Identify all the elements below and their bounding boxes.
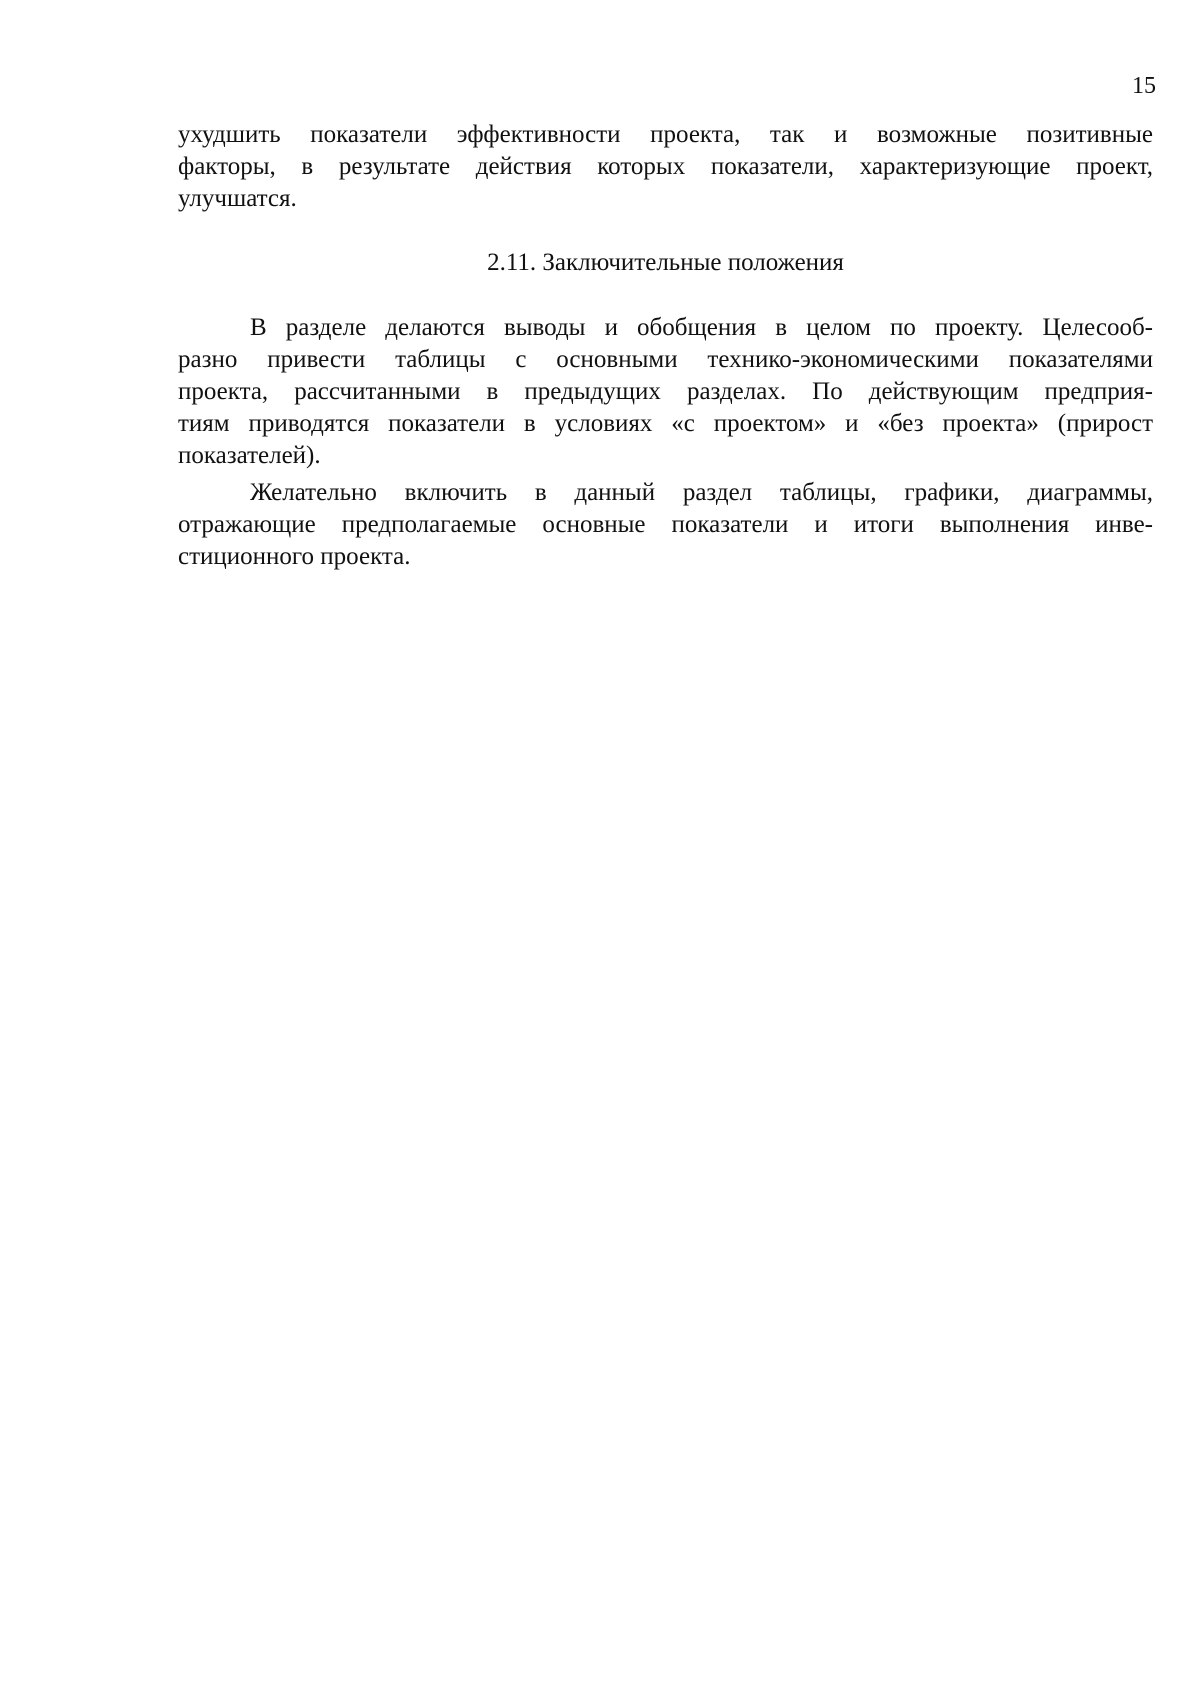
text-line: стиционного проекта.: [178, 543, 411, 570]
text-line: факторы, в результате действия которых показатели, характеризующие проект,: [178, 153, 1153, 180]
text-line: проекта, рассчитанными в предыдущих разделах. По действующим предприя-: [178, 378, 1153, 405]
text-line: ухудшить показатели эффективности проекта, так и возможные позитивные: [178, 121, 1153, 148]
text-line: отражающие предполагаемые основные показатели и итоги выполнения инве-: [178, 511, 1153, 538]
intro-paragraph: [178, 119, 1153, 215]
text-line: Желательно включить в данный раздел таблицы, графики, диаграммы,: [250, 479, 1153, 506]
recommendation-paragraph: [178, 477, 1153, 573]
conclusions-paragraph: [178, 312, 1153, 472]
page-number: 15: [1132, 73, 1156, 99]
text-line: разно привести таблицы с основными технико-экономическими показателями: [178, 346, 1153, 373]
text-line: В разделе делаются выводы и обобщения в целом по проекту. Целесооб-: [250, 314, 1153, 341]
text-line: тиям приводятся показатели в условиях «с проектом» и «без проекта» (прирост: [178, 410, 1153, 437]
text-line: показателей).: [178, 442, 321, 469]
section-heading: 2.11. Заключительные положения: [487, 249, 844, 276]
text-line: улучшатся.: [178, 185, 297, 212]
